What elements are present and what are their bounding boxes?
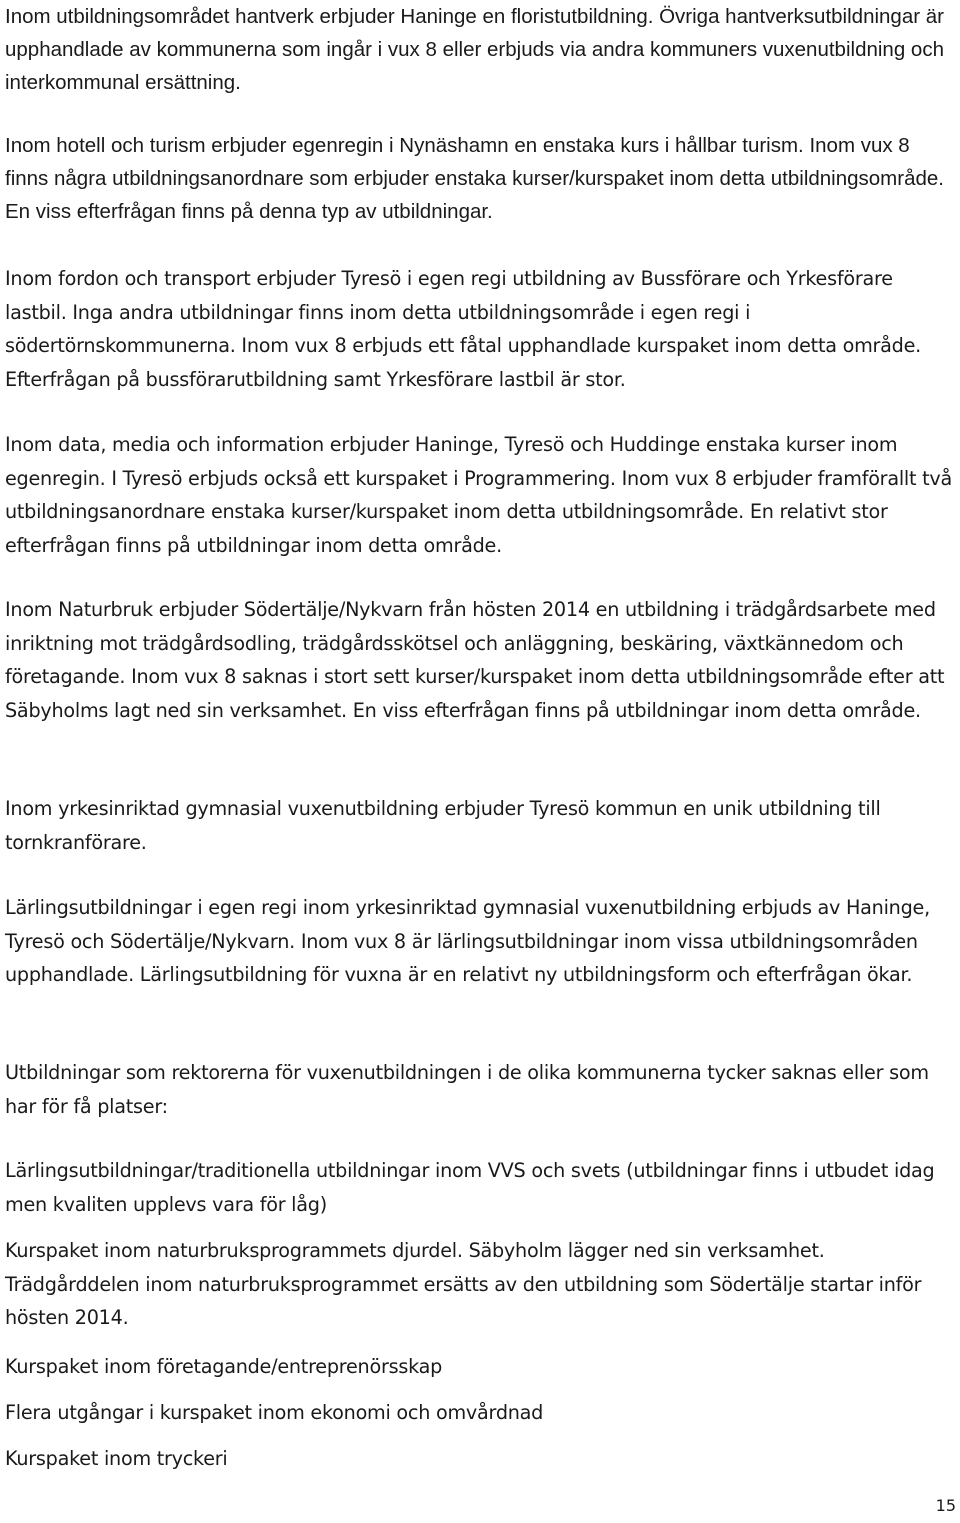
- paragraph-hantverk: Inom utbildningsområdet hantverk erbjuder Haninge en floristutbildning. Övriga hantverksutbildningar är upphandlade av kommunerna som ingår i vux 8 eller erbjuds via andra kommuners vuxenutbildning och interkommunal ersättning.: [5, 5, 944, 94]
- paragraph-fordon-transport: Inom fordon och transport erbjuder Tyresö i egen regi utbildning av Bussförare och Yrkesförare lastbil. Inga andra utbildningar finns inom detta utbildningsområde i egen regi i södertörnskommunerna. Inom vux 8 erbjuds ett fåtal upphandlade kurspaket inom detta område. Efterfrågan på bussförarutbildning samt Yrkesförare lastbil är stor.: [5, 267, 921, 391]
- list-item-naturbruk-djurdel: Kurspaket inom naturbruksprogrammets djurdel. Säbyholm lägger ned sin verksamhet. Trädgårddelen inom naturbruksprogrammet ersätts av den utbildning som Södertälje startar inför hösten 2014.: [5, 1239, 922, 1329]
- paragraph-larlingsutbildningar: Lärlingsutbildningar i egen regi inom yrkesinriktad gymnasial vuxenutbildning erbjuds av Haninge, Tyresö och Södertälje/Nykvarn. Inom vux 8 är lärlingsutbildningar inom vissa utbildningsområden upphandlade. Lärlingsutbildning för vuxna är en relativt ny utbildningsform och efterfrågan ökar.: [5, 896, 930, 986]
- list-item-tryckeri: Kurspaket inom tryckeri: [5, 1447, 228, 1470]
- paragraph-tornkranforare: Inom yrkesinriktad gymnasial vuxenutbildning erbjuder Tyresö kommun en unik utbildning till tornkranförare.: [5, 797, 881, 854]
- list-item-vvs-svets: Lärlingsutbildningar/traditionella utbildningar inom VVS och svets (utbildningar finns i utbudet idag men kvaliten upplevs vara för låg): [5, 1159, 935, 1216]
- paragraph-naturbruk: Inom Naturbruk erbjuder Södertälje/Nykvarn från hösten 2014 en utbildning i trädgårdsarbete med inriktning mot trädgårdsodling, trädgårdsskötsel och anläggning, beskäring, växtkännedom och företagande. Inom vux 8 saknas i stort sett kurser/kurspaket inom detta utbildningsområde efter att Säbyholms lagt ned sin verksamhet. En viss efterfrågan finns på utbildningar inom detta område.: [5, 598, 945, 722]
- list-item-foretagande: Kurspaket inom företagande/entreprenörsskap: [5, 1355, 443, 1378]
- list-item-ekonomi-omvardnad: Flera utgångar i kurspaket inom ekonomi och omvårdnad: [5, 1401, 544, 1424]
- paragraph-hotell-turism: Inom hotell och turism erbjuder egenregin i Nynäshamn en enstaka kurs i hållbar turism. Inom vux 8 finns några utbildningsanordnare som erbjuder enstaka kurser/kurspaket inom detta utbildningsområde. En viss efterfrågan finns på denna typ av utbildningar.: [5, 134, 944, 223]
- paragraph-saknade-utbildningar: Utbildningar som rektorerna för vuxenutbildningen i de olika kommunerna tycker saknas eller som har för få platser:: [5, 1061, 929, 1118]
- page-number: 15: [935, 1496, 956, 1515]
- paragraph-data-media: Inom data, media och information erbjuder Haninge, Tyresö och Huddinge enstaka kurser inom egenregin. I Tyresö erbjuds också ett kurspaket i Programmering. Inom vux 8 erbjuder framförallt två utbildningsanordnare enstaka kurser/kurspaket inom detta utbildningsområde. En relativt stor efterfrågan finns på utbildningar inom detta område.: [5, 433, 953, 557]
